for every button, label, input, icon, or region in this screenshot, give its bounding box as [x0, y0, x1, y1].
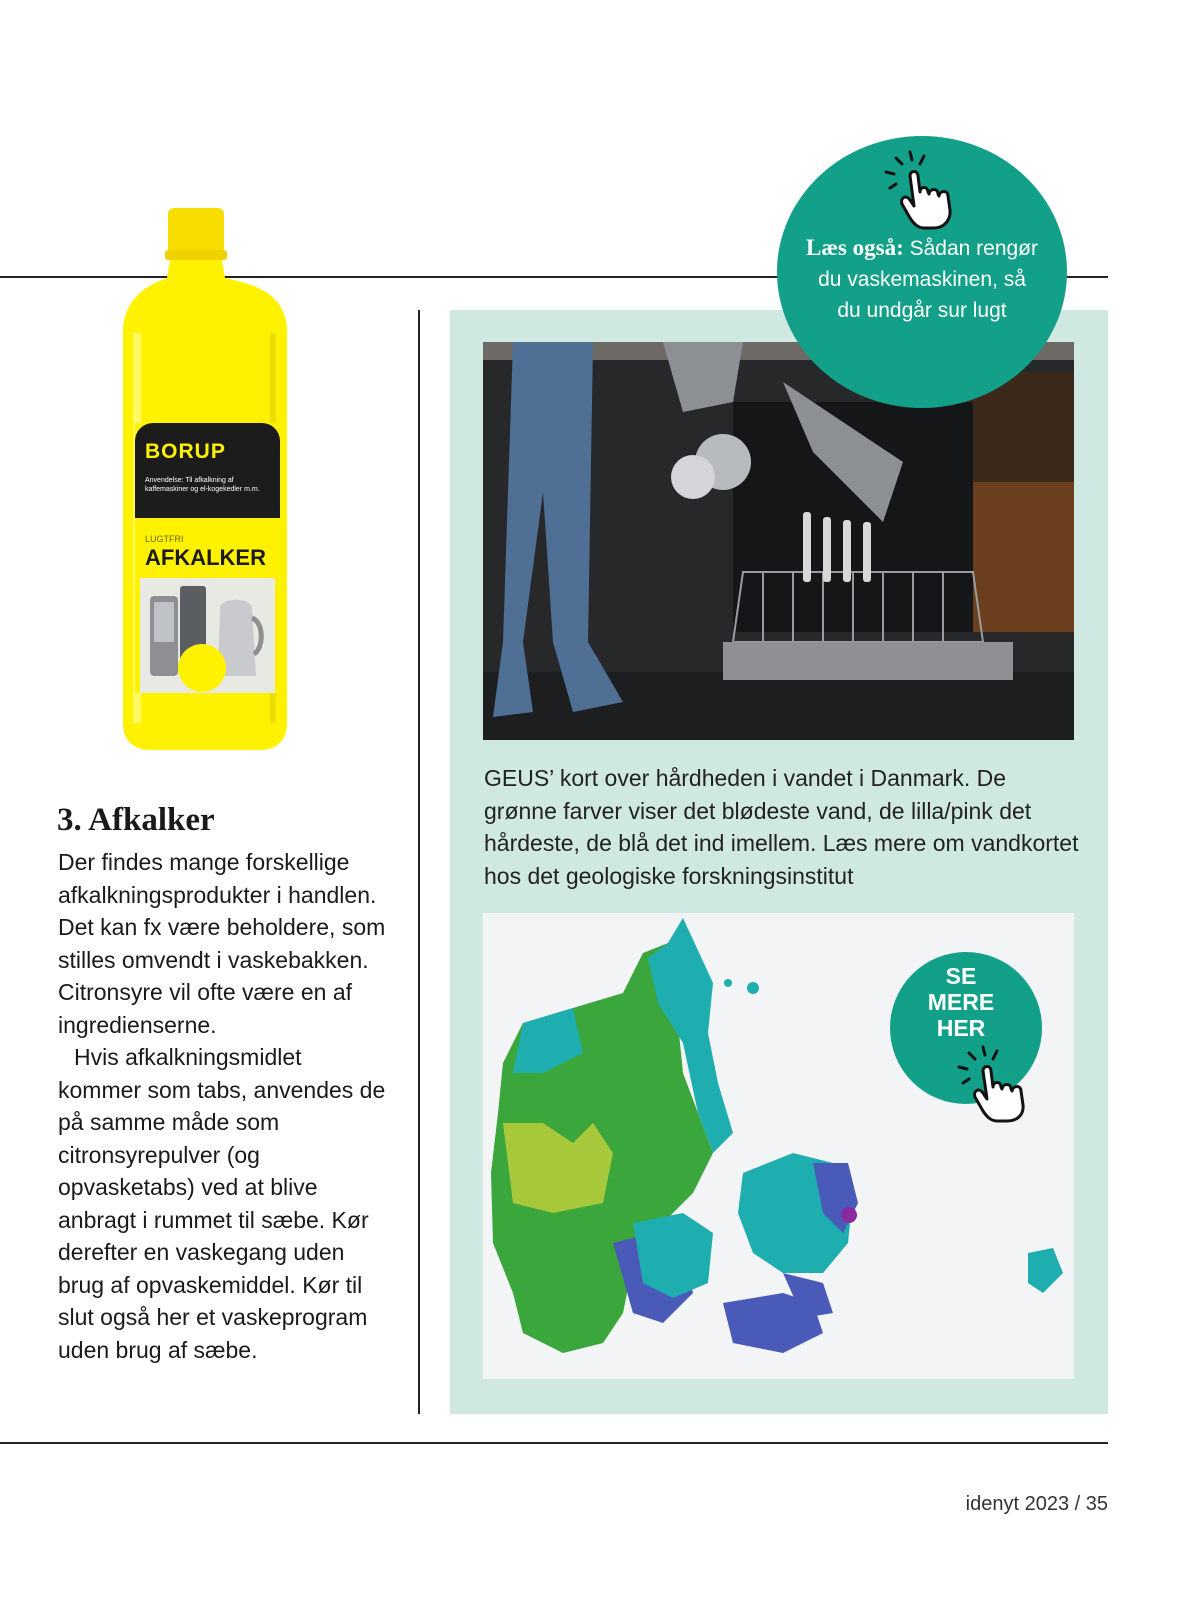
column-divider	[418, 310, 420, 1414]
section-heading: 3. Afkalker	[57, 802, 215, 838]
dishwasher-photo	[483, 342, 1074, 740]
bottle-label-header	[135, 423, 280, 518]
see-more-line-3: HER	[936, 1015, 986, 1041]
bottom-rule	[0, 1442, 1108, 1444]
brand-name: BORUP	[145, 440, 226, 463]
read-also-label: Læs også:	[805, 235, 904, 260]
page-folio: idenyt 2023 / 35	[965, 1493, 1108, 1515]
paragraph-2: Hvis afkalkningsmidlet kommer som tabs, anvendes de på samme måde som citronsyrepulver (og opvasketabs) ved at blive anbragt i rummet til sæbe. Kør derefter en vaskegang uden brug af opvaskemiddel. Kør til slut også her et vaskeprogram uden brug af sæbe.	[58, 1044, 386, 1363]
pointing-hand-icon	[880, 148, 972, 230]
read-also-link: Sådan rengør du vaskemaskinen, så du undgår sur lugt	[818, 237, 1038, 322]
see-more-text[interactable]	[890, 963, 1032, 1041]
see-more-line-2: MERE	[927, 989, 995, 1015]
article-body	[58, 846, 388, 1366]
see-more-line-1: SE	[945, 963, 977, 989]
product-subtitle: LUGTFRI	[145, 534, 184, 544]
product-name: AFKALKER	[145, 545, 266, 570]
paragraph-1: Der findes mange forskellige afkalkningsprodukter i handlen. Det kan fx være beholdere, som stilles omvendt i vaskebakken. Citronsyre vil ofte være en af ingredienserne.	[58, 849, 386, 1038]
read-also-text[interactable]	[805, 232, 1039, 326]
pointing-hand-icon	[955, 1045, 1050, 1123]
map-caption: GEUS’ kort over hårdheden i vandet i Danmark. De grønne farver viser det blødeste vand, de lilla/pink det hårdeste, de blå det ind imellem. Læs mere om vandkortet hos det geologiske forskningsinstitut	[484, 765, 1079, 889]
afkalker-bottle-image	[115, 208, 295, 758]
usage-text: Anvendelse: Til afkalkning af kaffemaskiner og el-kogekedler m.m.	[145, 477, 260, 493]
appliances-picture	[140, 578, 275, 693]
